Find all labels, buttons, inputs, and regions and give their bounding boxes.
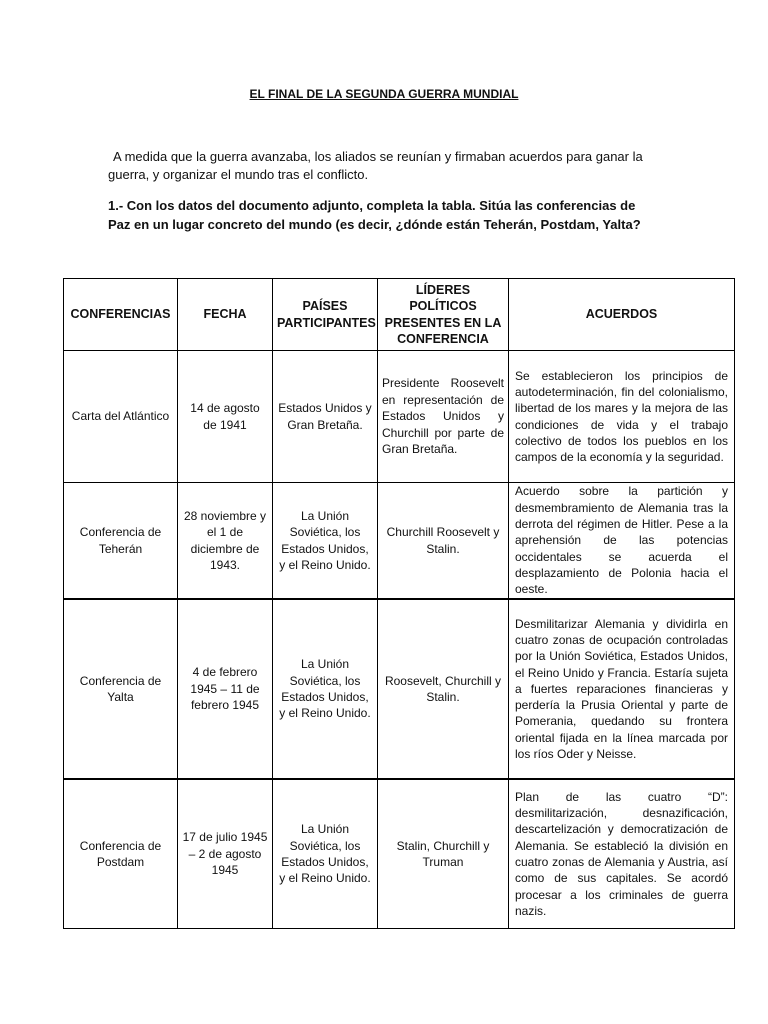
cell-paises: Estados Unidos y Gran Bretaña. (273, 351, 378, 483)
cell-lideres: Churchill Roosevelt y Stalin. (378, 483, 509, 600)
cell-lideres: Presidente Roosevelt en representación de Estados Unidos y Churchill por parte de Gran Bretaña. (378, 351, 509, 483)
table-row (64, 779, 735, 929)
cell-fecha: 17 de julio 1945 – 2 de agosto 1945 (178, 779, 273, 929)
table-row (64, 483, 735, 600)
cell-lideres: Roosevelt, Churchill y Stalin. (378, 599, 509, 779)
instructions-paragraph: 1.- Con los datos del documento adjunto, completa la tabla. Sitúa las conferencias de Paz en un lugar concreto del mundo (es decir, ¿dónde están Teherán, Postdam, Yalta? (108, 198, 641, 232)
cell-lideres: Stalin, Churchill y Truman (378, 779, 509, 929)
cell-acuerdos: Se establecieron los principios de autodeterminación, fin del colonialismo, libertad de los mares y la mejora de las condiciones de vida y el trabajo colectivo de todos los pueblos en los campos de la economía y la seguridad. (509, 351, 735, 483)
header-paises: PAÍSES PARTICIPANTES (273, 279, 378, 351)
cell-acuerdos: Acuerdo sobre la partición y desmembramiento de Alemania tras la derrota del régimen de Hitler. Pese a la aprehensión de las potencias occidentales se acuerda el desplazamiento de Polonia hacia el oeste. (509, 483, 735, 600)
cell-conferencia: Conferencia de Teherán (64, 483, 178, 600)
cell-paises: La Unión Soviética, los Estados Unidos, y el Reino Unido. (273, 483, 378, 600)
header-lideres: LÍDERES POLÍTICOS PRESENTES EN LA CONFERENCIA (378, 279, 509, 351)
intro-paragraph: A medida que la guerra avanzaba, los aliados se reunían y firmaban acuerdos para ganar la guerra, y organizar el mundo tras el conflicto. (108, 149, 643, 182)
table-row (64, 351, 735, 483)
table-header-row (64, 279, 735, 351)
cell-acuerdos: Plan de las cuatro “D”: desmilitarización, desnazificación, descartelización y democratización de Alemania. Se estableció la división en cuatro zonas de Alemania y Austria, así como de sus capitales. Se acordó procesar a los criminales de guerra nazis. (509, 779, 735, 929)
cell-fecha: 4 de febrero 1945 – 11 de febrero 1945 (178, 599, 273, 779)
cell-conferencia: Conferencia de Postdam (64, 779, 178, 929)
cell-conferencia: Conferencia de Yalta (64, 599, 178, 779)
header-conferencias: CONFERENCIAS (64, 279, 178, 351)
header-fecha: FECHA (178, 279, 273, 351)
cell-conferencia: Carta del Atlántico (64, 351, 178, 483)
cell-paises: La Unión Soviética, los Estados Unidos, y el Reino Unido. (273, 599, 378, 779)
header-acuerdos: ACUERDOS (509, 279, 735, 351)
table-row (64, 599, 735, 779)
cell-fecha: 28 noviembre y el 1 de diciembre de 1943. (178, 483, 273, 600)
conferences-table (63, 278, 735, 929)
cell-fecha: 14 de agosto de 1941 (178, 351, 273, 483)
cell-acuerdos: Desmilitarizar Alemania y dividirla en cuatro zonas de ocupación controladas por la Unión Soviética, Estados Unidos, el Reino Unido y Francia. Estaría sujeta a fuertes reparaciones financieras y perdería la Prusia Oriental y parte de Pomerania, quedando su frontera oriental fijada en la línea marcada por los ríos Oder y Neisse. (509, 599, 735, 779)
document-title: EL FINAL DE LA SEGUNDA GUERRA MUNDIAL (249, 87, 519, 101)
cell-paises: La Unión Soviética, los Estados Unidos, y el Reino Unido. (273, 779, 378, 929)
